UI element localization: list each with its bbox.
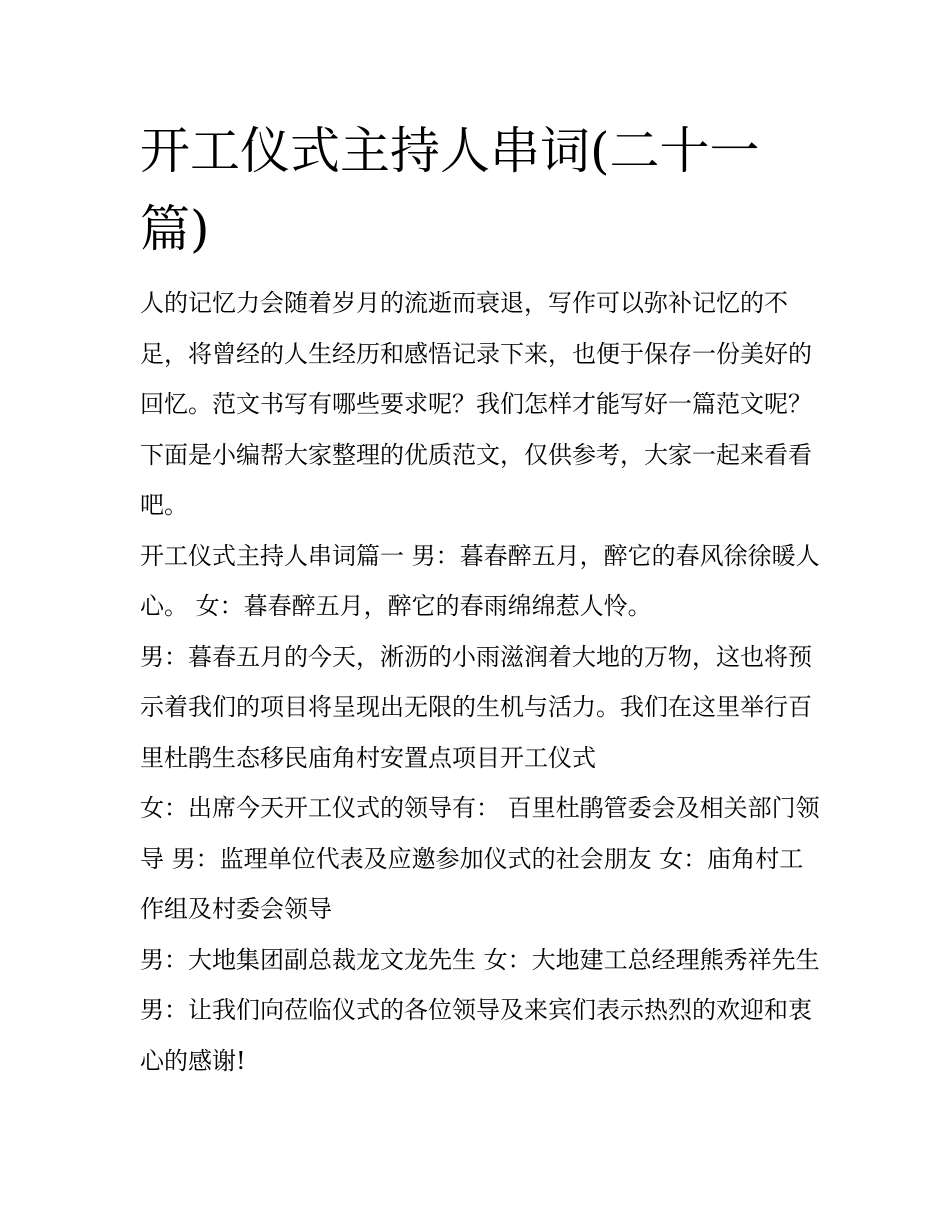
- paragraph-project: 男：暮春五月的今天，淅沥的小雨滋润着大地的万物，这也将预示着我们的项目将呈现出无限的生机与活力。我们在这里举行百里杜鹃生态移民庙角村安置点项目开工仪式: [140, 642, 812, 772]
- paragraph-opening: 开工仪式主持人串词篇一 男：暮春醉五月，醉它的春风徐徐暖人心。 女：暮春醉五月，醉它的春雨绵绵惹人怜。: [140, 541, 820, 620]
- paragraph-welcome: 男：大地集团副总裁龙文龙先生 女：大地建工总经理熊秀祥先生 男：让我们向莅临仪式的各位领导及来宾们表示热烈的欢迎和衷心的感谢!: [140, 945, 820, 1075]
- document-body: [140, 278, 820, 1086]
- paragraph-intro: 人的记忆力会随着岁月的流逝而衰退，写作可以弥补记忆的不足，将曾经的人生经历和感悟记录下来，也便于保存一份美好的回忆。范文书写有哪些要求呢？我们怎样才能写好一篇范文呢？下面是小编帮大家整理的优质范文，仅供参考，大家一起来看看吧。: [140, 289, 812, 519]
- document-title: 开工仪式主持人串词(二十一篇): [140, 122, 760, 258]
- paragraph-guests: 女：出席今天开工仪式的领导有： 百里杜鹃管委会及相关部门领导 男：监理单位代表及应邀参加仪式的社会朋友 女：庙角村工作组及村委会领导: [140, 794, 820, 923]
